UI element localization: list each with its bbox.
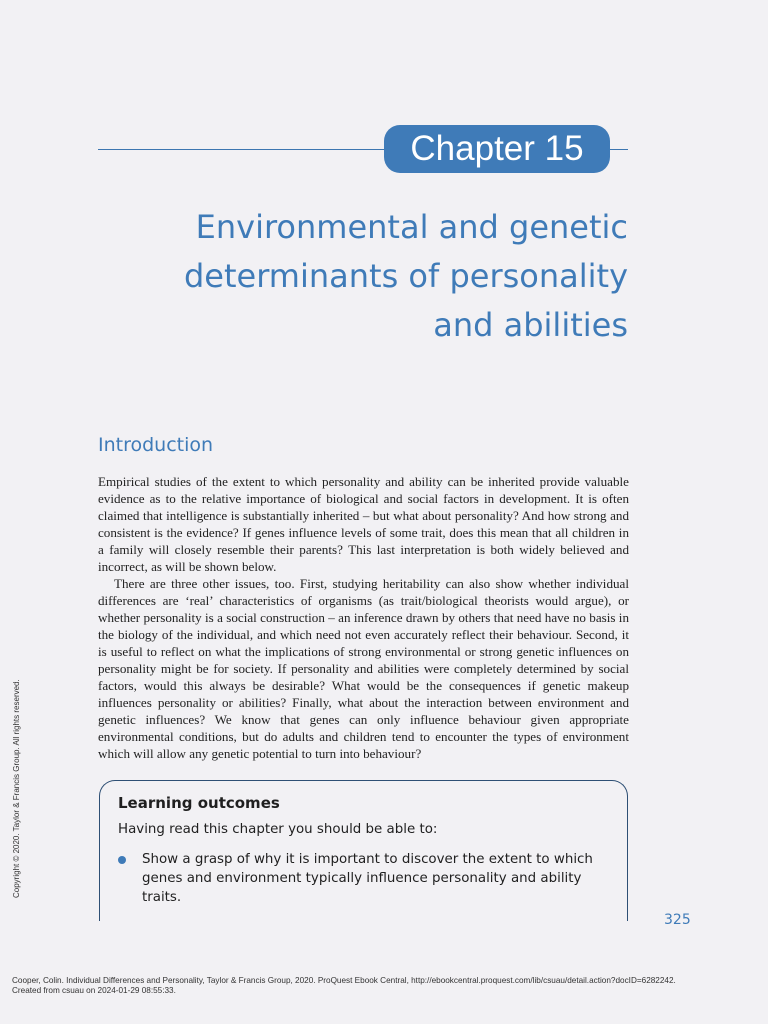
chapter-title-line: Environmental and genetic <box>195 208 628 246</box>
footer-citation-line: Cooper, Colin. Individual Differences and Personality, Taylor & Francis Group, 2020. ProQuest Ebook Central, http://ebookcentral.proquest.com/lib/csuau/detail.action?docID=6282242. <box>12 976 676 985</box>
learning-outcomes-title: Learning outcomes <box>118 794 280 812</box>
section-heading-introduction: Introduction <box>98 434 214 456</box>
bullet-icon <box>118 856 126 864</box>
paragraph: Empirical studies of the extent to which personality and ability can be inherited provide valuable evidence as to the relative importance of biological and social factors in development. It is often claimed that intelligence is substantially inherited – but what about personality? And how strong and consistent is the evidence? If genes influence levels of some trait, does this mean that all children in a family will closely resemble their parents? This last interpretation is both widely believed and incorrect, as will be shown below. <box>98 474 629 574</box>
introduction-body <box>98 473 629 762</box>
paragraph: There are three other issues, too. First, studying heritability can also show whether individual differences are ‘real’ characteristics of organisms (as trait/biological theorists would argue), or whether personality is a social construction – an inference drawn by others that need have no basis in the biology of the individual, and which need not even accurately reflect their behaviour. Second, it is useful to reflect on what the implications of strong environmental or strong genetic influences on personality might be for society. If personality and abilities were completely determined by social factors, would this always be desirable? What would be the consequences if genetic makeup influences personality or abilities? Finally, what about the interaction between environment and genetic influences? We know that genes can only influence behaviour given appropriate environmental conditions, but do adults and children tend to encounter the types of environment which will allow any genetic potential to turn into behaviour? <box>98 576 629 761</box>
learning-outcomes-intro: Having read this chapter you should be able to: <box>118 822 438 837</box>
chapter-title-line: determinants of personality <box>183 257 628 295</box>
chapter-badge: Chapter 15 <box>384 125 610 173</box>
chapter-title <box>168 203 628 350</box>
footer-citation-line: Created from csuau on 2024-01-29 08:55:33. <box>12 986 176 995</box>
learning-outcome-item <box>118 850 618 907</box>
footer-citation <box>12 976 752 996</box>
chapter-title-line: and abilities <box>433 306 628 344</box>
learning-outcome-text: Show a grasp of why it is important to discover the extent to which genes and environment typically influence personality and ability traits. <box>142 852 593 905</box>
side-copyright-notice: Copyright © 2020. Taylor & Francis Group. All rights reserved. <box>12 679 21 898</box>
learning-outcomes-box <box>99 780 628 921</box>
page-number: 325 <box>664 912 691 928</box>
